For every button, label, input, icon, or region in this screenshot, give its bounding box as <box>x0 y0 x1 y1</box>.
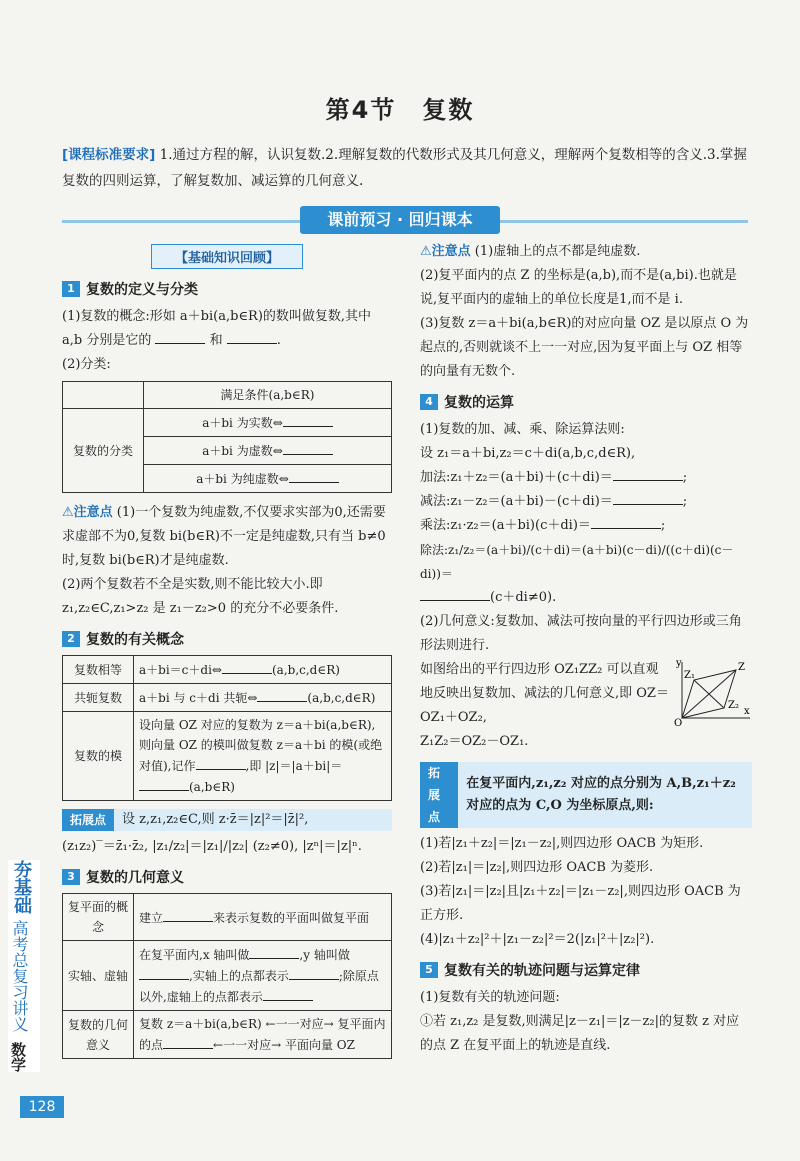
section-1-heading <box>62 279 392 299</box>
row-text: 设向量 OZ 对应的复数为 z＝a＋bi(a,b∈R),则向量 OZ 的模叫做复数 z＝a＋bi 的模(或绝对值),记作 <box>139 718 383 773</box>
row-label: 复平面的概念 <box>63 894 134 941</box>
page-number: 128 <box>20 1096 64 1118</box>
extension-box <box>420 762 752 828</box>
op-mul-text: 乘法:z₁·z₂＝(a＋bi)(c＋di)＝ <box>420 518 591 533</box>
blank <box>249 944 299 959</box>
ext-2: (2)若|z₁|＝|z₂|,则四边形 OACB 为菱形. <box>420 860 654 875</box>
section-number: 1 <box>62 281 80 297</box>
ext-4: (4)|z₁＋z₂|²＋|z₁－z₂|²＝2(|z₁|²＋|z₂|²). <box>420 932 655 947</box>
row-tail: 来表示复数的平面叫做复平面 <box>213 910 370 925</box>
blank <box>227 329 277 344</box>
op-set: 设 z₁＝a＋bi,z₂＝c＋di(a,b,c,d∈R), <box>420 446 636 461</box>
extension-box <box>62 809 392 831</box>
blank <box>155 329 205 344</box>
row-tail2: (a,b∈R) <box>189 780 235 794</box>
section-title: 复数的运算 <box>444 395 514 411</box>
subject: 数学 <box>9 1042 27 1072</box>
table-row <box>134 1011 392 1059</box>
classify-label: (2)分类: <box>62 357 111 372</box>
standard-text: 1.通过方程的解，认识复数.2.理解复数的代数形式及其几何意义，理解两个复数相等的含义.3.掌握复数的四则运算，了解复数加、减运算的几何意义. <box>62 147 747 189</box>
concept-end: . <box>276 333 281 348</box>
classify-imag: a＋bi 为虚数⇔ <box>202 444 283 458</box>
section-number: 3 <box>62 869 80 885</box>
blank <box>163 1034 213 1049</box>
subtitle: 【基础知识回顾】 <box>151 244 303 269</box>
curriculum-standard <box>62 142 750 194</box>
classify-rowlabel: 复数的分类 <box>63 409 144 493</box>
label-y: y <box>676 658 682 669</box>
section-title: 复数的几何意义 <box>86 870 184 886</box>
extension-formulas: (z₁z₂)‾＝z̄₁·z̄₂, |z₁/z₂|＝|z₁|/|z₂| (z₂≠0), |zⁿ|＝|z|ⁿ. <box>62 839 362 854</box>
row-mid2: ,实轴上的点都表示 <box>189 969 289 983</box>
blank <box>289 965 339 980</box>
table-row <box>134 712 392 801</box>
row-label: 复数相等 <box>63 656 134 684</box>
standard-tag: [课程标准要求] <box>62 147 156 163</box>
section-4-heading <box>420 392 752 412</box>
note-2: (2)两个复数若不全是实数,则不能比较大小.即 z₁,z₂∈C,z₁>z₂ 是 z₁－z₂>0 的充分不必要条件. <box>62 577 339 616</box>
table-row <box>144 465 392 493</box>
ext-1: (1)若|z₁＋z₂|＝|z₁－z₂|,则四边形 OACB 为矩形. <box>420 836 704 851</box>
geo-intro: (2)几何意义:复数加、减法可按向量的平行四边形或三角形法则进行. <box>420 614 742 653</box>
row-text: a＋bi＝c＋di⇔ <box>139 663 222 677</box>
row-mid: ,y 轴叫做 <box>299 948 350 962</box>
section-number: 2 <box>62 631 80 647</box>
row-text: 建立 <box>139 910 164 925</box>
op-sub: 减法:z₁－z₂＝(a＋bi)－(c＋di)＝ ; <box>420 490 752 514</box>
section-2-heading <box>62 629 392 649</box>
note-r3: (3)复数 z＝a＋bi(a,b∈R)的对应向量 OZ 是以原点 O 为起点的,否则就谈不上一一对应,因为复平面上与 OZ 相等的向量有无数个. <box>420 316 749 379</box>
side-tab <box>8 860 40 1072</box>
note-r2: (2)复平面内的点 Z 的坐标是(a,b),而不是(a,bi).也就是说,复平面内的虚轴上的单位长度是1,而不是 i. <box>420 268 737 307</box>
label-z1: Z₁ <box>684 670 695 681</box>
concept-and: 和 <box>209 333 223 348</box>
table-row <box>134 941 392 1011</box>
blank <box>289 468 339 483</box>
table-cell <box>63 382 144 409</box>
row-text: 复数 z＝a＋bi(a,b∈R) ←一一对应→ 复平面内的点 <box>139 1017 386 1052</box>
right-column <box>420 240 752 1058</box>
table-row <box>134 656 392 684</box>
book-title: 高考总复习讲义 <box>10 920 29 1032</box>
op-add: 加法:z₁＋z₂＝(a＋bi)＋(c＋di)＝ ; <box>420 466 752 490</box>
classify-header: 满足条件(a,b∈R) <box>144 382 392 409</box>
section-title: 复数的有关概念 <box>86 632 184 648</box>
table-row <box>134 894 392 941</box>
extension-label: 拓展点 <box>62 809 114 831</box>
table-row <box>144 437 392 465</box>
note-text: (1)一个复数为纯虚数,不仅要求实部为0,还需要求虚部不为0,复数 bi(b∈R)不一定是纯虚数,只有当 b≠0 时,复数 bi(b∈R)才是纯虚数. <box>62 505 386 568</box>
blank <box>613 466 683 481</box>
geometry-table <box>62 893 392 1059</box>
table-row <box>144 409 392 437</box>
note-r1 <box>420 240 752 264</box>
blank <box>257 687 307 702</box>
warning-icon: ⚠注意点 <box>62 505 113 520</box>
blank <box>163 907 213 922</box>
section-number: 5 <box>420 962 438 978</box>
row-text: 在复平面内,x 轴叫做 <box>139 948 250 962</box>
label-z2: Z₂ <box>728 700 739 711</box>
op-div-tail-text: (c＋di≠0). <box>490 590 557 605</box>
classify-table <box>62 381 392 493</box>
row-tail: ,即 |z|＝|a＋bi|＝ <box>245 759 343 773</box>
blank <box>139 776 189 791</box>
section-number: 4 <box>420 394 438 410</box>
row-label: 复数的模 <box>63 712 134 801</box>
blank <box>222 659 272 674</box>
concepts-table <box>62 655 392 801</box>
note-1 <box>62 501 392 573</box>
row-label: 共轭复数 <box>63 684 134 712</box>
op-intro: (1)复数的加、减、乘、除运算法则: <box>420 422 625 437</box>
section-title: 复数的定义与分类 <box>86 282 198 298</box>
blank <box>613 490 683 505</box>
row-tail: (a,b,c,d∈R) <box>307 691 376 705</box>
extension-text: 设 z,z₁,z₂∈C,则 z·z̄＝|z|²＝|z̄|², <box>122 812 309 827</box>
row-label: 复数的几何意义 <box>63 1011 134 1059</box>
op-sub-text: 减法:z₁－z₂＝(a＋bi)－(c＋di)＝ <box>420 494 613 509</box>
blank <box>591 514 661 529</box>
traj-intro: (1)复数有关的轨迹问题: <box>420 990 560 1005</box>
geo-fig-text: 如图给出的平行四边形 OZ₁ZZ₂ 可以直观地反映出复数加、减法的几何意义,即 OZ＝OZ₁＋OZ₂, <box>420 662 669 725</box>
op-mul: 乘法:z₁·z₂＝(a＋bi)(c＋di)＝ ; <box>420 514 752 538</box>
table-row <box>134 684 392 712</box>
section-banner: 课前预习 · 回归课本 <box>300 206 500 234</box>
label-z: Z <box>738 662 745 673</box>
extension-text: 在复平面内,z₁,z₂ 对应的点分别为 A,B,z₁＋z₂ 对应的点为 C,O 为坐标原点,则: <box>466 776 736 813</box>
blank <box>283 412 333 427</box>
row-tail: ←一一对应→ 平面向量 OZ <box>213 1038 355 1052</box>
op-div-tail <box>420 586 752 610</box>
classify-pure: a＋bi 为纯虚数⇔ <box>196 472 289 486</box>
warning-icon: ⚠注意点 <box>420 244 471 259</box>
section-3-heading <box>62 867 392 887</box>
parallelogram-figure <box>674 658 752 726</box>
section-title: 复数有关的轨迹问题与运算定律 <box>444 963 640 979</box>
op-div-text: 除法:z₁/z₂＝(a＋bi)/(c＋di)＝(a＋bi)(c－di)/((c＋di)(c－di))＝ <box>420 543 734 581</box>
left-column <box>62 240 392 1059</box>
note-text: (1)虚轴上的点不都是纯虚数. <box>474 244 641 259</box>
row-label: 实轴、虚轴 <box>63 941 134 1011</box>
geo-fig-text2: Z₁Z₂＝OZ₂－OZ₁. <box>420 734 529 749</box>
blank <box>420 586 490 601</box>
ext-3: (3)若|z₁|＝|z₂|且|z₁＋z₂|＝|z₁－z₂|,则四边形 OACB 为正方形. <box>420 884 741 923</box>
section-5-heading <box>420 960 752 980</box>
op-div <box>420 538 752 586</box>
concept-text: (1)复数的概念:形如 a＋bi(a,b∈R)的数叫做复数,其中 a,b 分别是它的 <box>62 309 372 348</box>
classify-real: a＋bi 为实数⇔ <box>202 416 283 430</box>
blank <box>196 755 246 770</box>
row-mid3: ;除原点以外,虚轴上的点都表示 <box>139 969 379 1004</box>
extension-label: 拓展点 <box>420 762 458 828</box>
label-x: x <box>744 706 750 717</box>
brand-name: 夯基础 <box>11 860 32 914</box>
blank <box>263 986 313 1001</box>
concept-paragraph <box>62 305 392 353</box>
row-text: a＋bi 与 c＋di 共轭⇔ <box>139 691 258 705</box>
label-o: O <box>674 718 683 726</box>
blank <box>139 965 189 980</box>
traj-1: ①若 z₁,z₂ 是复数,则满足|z－z₁|＝|z－z₂|的复数 z 对应的点 Z 在复平面上的轨迹是直线. <box>420 1014 740 1053</box>
blank <box>283 440 333 455</box>
op-add-text: 加法:z₁＋z₂＝(a＋bi)＋(c＋di)＝ <box>420 470 613 485</box>
page-title: 第4节 复数 <box>325 96 475 124</box>
row-tail: (a,b,c,d∈R) <box>271 663 340 677</box>
